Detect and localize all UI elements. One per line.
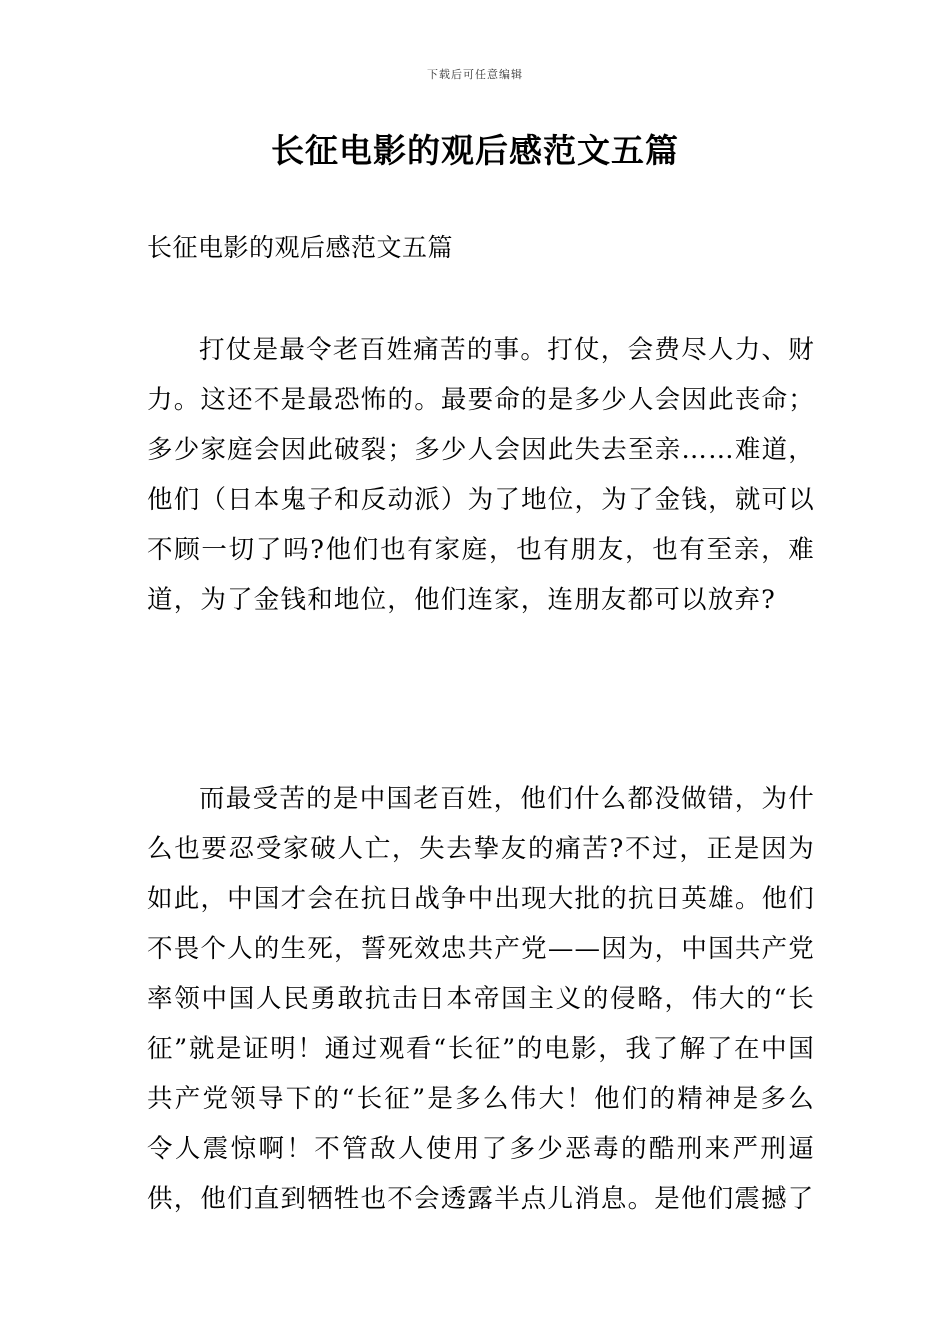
document-subtitle: 长征电影的观后感范文五篇	[147, 233, 454, 262]
document-title: 长征电影的观后感范文五篇	[271, 131, 679, 170]
paragraph: 而最受苦的是中国老百姓，他们什么都没做错，为什么也要忍受家破人亡，失去挚友的痛苦?不过，正是因为如此，中国才会在抗日战争中出现大批的抗日英雄。他们不畏个人的生死，誓死效忠共产党——因为，中国共产党率领中国人民勇敢抗击日本帝国主义的侵略，伟大的“长征”就是证明！通过观看“长征”的电影，我了解了在中国共产党领导下的“长征”是多么伟大！他们的精神是多么令人震惊啊！不管敌人使用了多少恶毒的酷刑来严刑逼供，他们直到牺牲也不会透露半点儿消息。是他们震撼了	[147, 784, 815, 1214]
paragraph: 打仗是最令老百姓痛苦的事。打仗，会费尽人力、财力。这还不是最恐怖的。最要命的是多少人会因此丧命；多少家庭会因此破裂；多少人会因此失去至亲……难道，他们（日本鬼子和反动派）为了地位，为了金钱，就可以不顾一切了吗?他们也有家庭，也有朋友，也有至亲，难道，为了金钱和地位，他们连家，连朋友都可以放弃?	[147, 335, 815, 615]
header-note: 下载后可任意编辑	[427, 68, 523, 81]
